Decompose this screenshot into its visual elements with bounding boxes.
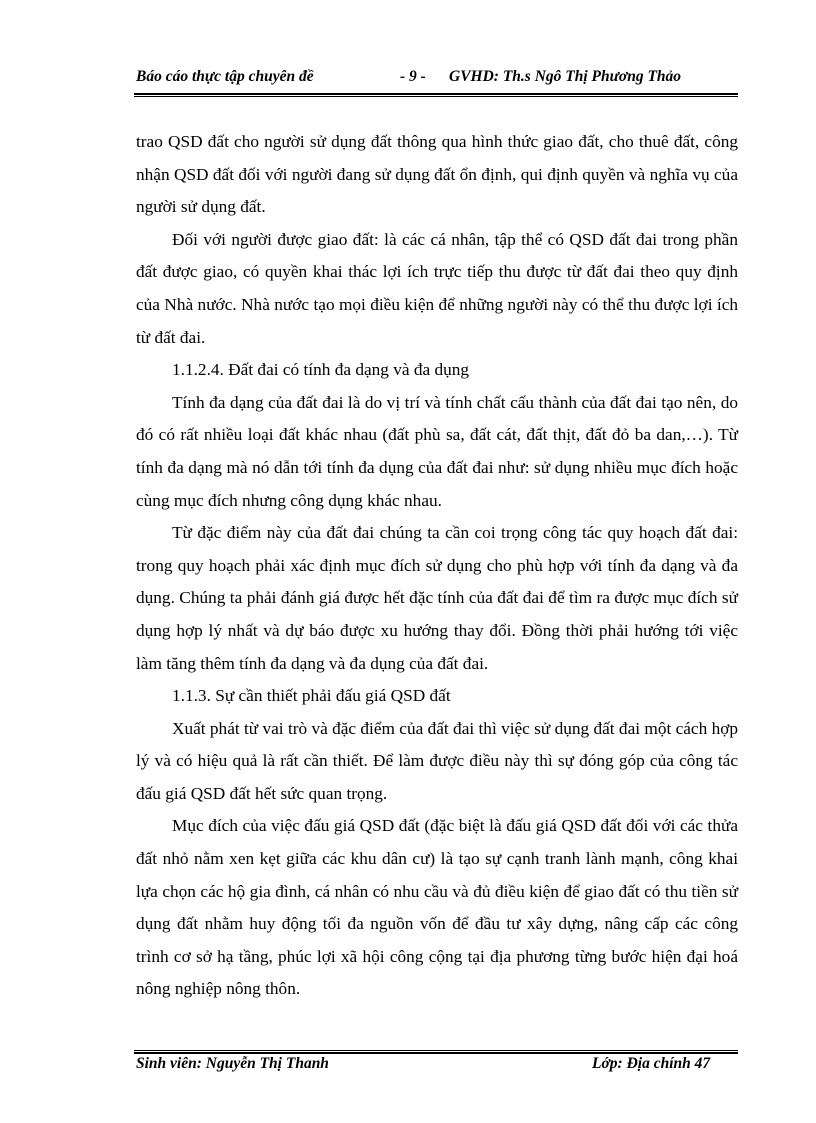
paragraph: Xuất phát từ vai trò và đặc điểm của đất đai thì việc sử dụng đất đai một cách hợp lý và có hiệu quả là rất cần thiết. Để làm được điều này thì sự đóng góp của công tác đấu giá QSD đất hết sức quan trọng. [136,718,738,803]
section-heading-1-1-3: 1.1.3. Sự cần thiết phải đấu giá QSD đất [172,686,451,706]
document-body [136,126,738,1006]
paragraph: Từ đặc điểm này của đất đai chúng ta cần coi trọng công tác quy hoạch đất đai: trong quy hoạch phải xác định mục đích sử dụng cho phù hợp với tính đa dạng và đa dụng. Chúng ta phải đánh giá được hết đặc tính của đất đai để tìm ra được mục đích sử dụng hợp lý nhất và dự báo được xu hướng thay đổi. Đồng thời phải hướng tới việc làm tăng thêm tính đa dạng và đa dụng của đất đai. [136,523,738,673]
header-supervisor: GVHD: Th.s Ngô Thị Phương Thảo [449,68,682,85]
paragraph: Tính đa dạng của đất đai là do vị trí và tính chất cấu thành của đất đai tạo nên, do đó có rất nhiều loại đất khác nhau (đất phù sa, đất cát, đất thịt, đất đỏ ba dan,…). Từ tính đa dạng mà nó dẫn tới tính đa dụng của đất đai như: sử dụng nhiều mục đích hoặc cùng mục đích nhưng công dụng khác nhau. [136,392,738,510]
footer-student-name: Sinh viên: Nguyễn Thị Thanh [136,1055,329,1072]
section-heading-1-1-2-4: 1.1.2.4. Đất đai có tính đa dạng và đa dụng [172,360,470,380]
page-header [136,64,738,92]
footer-divider [134,1050,738,1054]
page-footer [136,1055,738,1079]
paragraph: Mục đích của việc đấu giá QSD đất (đặc biệt là đấu giá QSD đất đối với các thửa đất nhỏ nằm xen kẹt giữa các khu dân cư) là tạo sự cạnh tranh lành mạnh, công khai lựa chọn các hộ gia đình, cá nhân có nhu cầu và đủ điều kiện để giao đất có thu tiền sử dụng đất nhằm huy động tối đa nguồn vốn để đầu tư xây dựng, nâng cấp các công trình cơ sở hạ tầng, phúc lợi xã hội công cộng tại địa phương từng bước hiện đại hoá nông nghiệp nông thôn. [136,816,738,999]
header-divider [134,93,738,97]
footer-class: Lớp: Địa chính 47 [592,1055,711,1072]
paragraph: Đối với người được giao đất: là các cá nhân, tập thể có QSD đất đai trong phần đất được giao, có quyền khai thác lợi ích trực tiếp thu được từ đất đai theo quy định của Nhà nước. Nhà nước tạo mọi điều kiện để những người này có thể thu được lợi ích từ đất đai. [136,229,738,347]
header-page-number: - 9 - [400,68,426,85]
paragraph-continuation: trao QSD đất cho người sử dụng đất thông qua hình thức giao đất, cho thuê đất, công nhận QSD đất đối với người đang sử dụng đất ổn định, qui định quyền và nghĩa vụ của người sử dụng đất. [136,132,738,217]
header-report-title: Báo cáo thực tập chuyên đề [136,68,314,85]
